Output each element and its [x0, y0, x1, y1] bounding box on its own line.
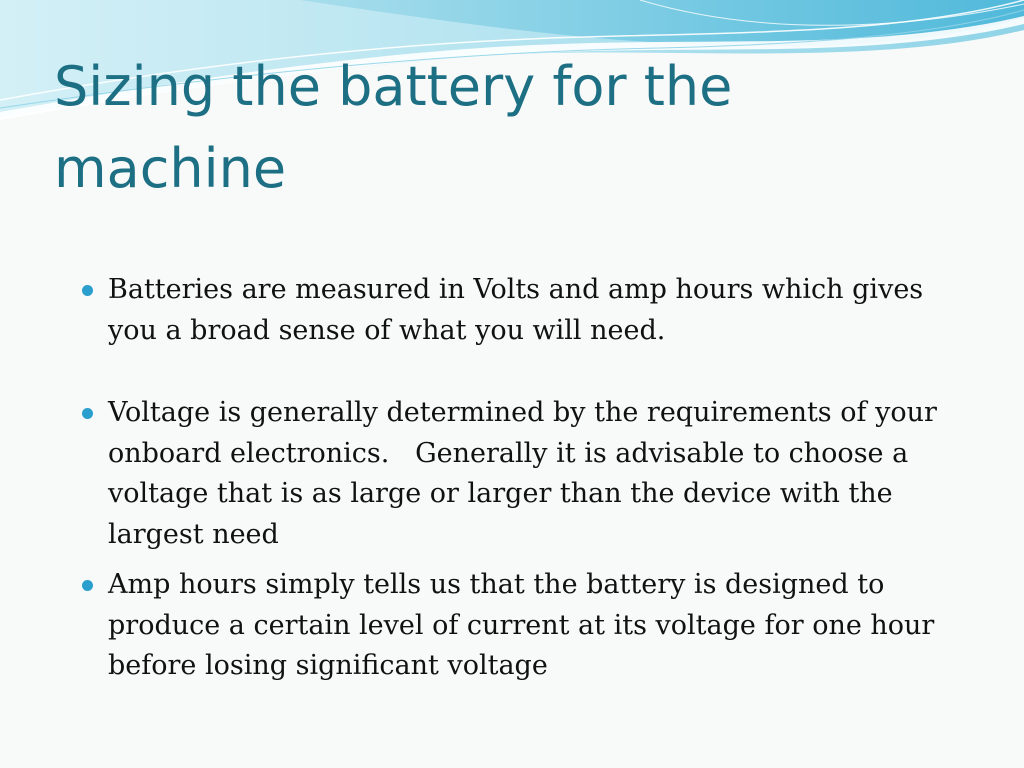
bullet-text: Amp hours simply tells us that the battery is designed to produce a certain level of current at its voltage for one hour before losing significant voltage — [108, 569, 935, 681]
bullet-icon — [82, 285, 93, 296]
slide-title: Sizing the battery for the machine — [54, 55, 733, 200]
bullet-text: Batteries are measured in Volts and amp hours which gives you a broad sense of what you will need. — [108, 274, 924, 346]
bullet-text: Voltage is generally determined by the requirements of your onboard electronics. Generally it is advisable to choose a voltage that is as large or larger than the device with the largest need — [108, 397, 937, 550]
bullet-icon — [82, 408, 93, 419]
bullet-icon — [82, 580, 93, 591]
bullet-item — [80, 393, 960, 555]
bullet-item — [80, 565, 960, 687]
bullet-list — [80, 270, 960, 687]
bullet-item — [80, 270, 960, 351]
